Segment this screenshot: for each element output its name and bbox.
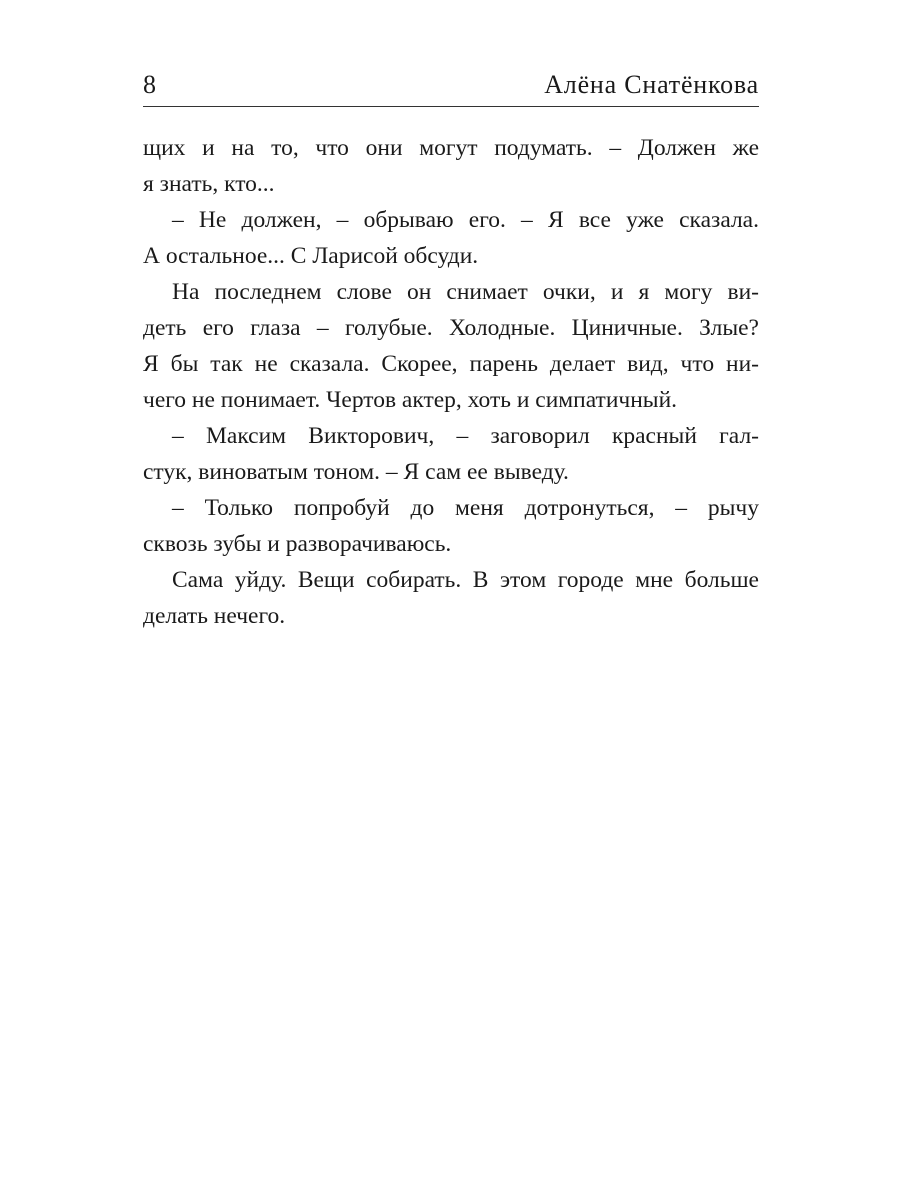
text-line: – Не должен, – обрываю его. – Я все уже сказала. <box>172 207 759 233</box>
page-number: 8 <box>143 70 156 99</box>
text-line: чего не понимает. Чертов актер, хоть и симпатичный. <box>143 387 678 413</box>
running-head <box>143 64 759 104</box>
text-line: А остальное... С Ларисой обсуди. <box>143 243 479 269</box>
text-line: делать нечего. <box>143 603 286 629</box>
text-line: я знать, кто... <box>143 171 275 197</box>
text-line: деть его глаза – голубые. Холодные. Циничные. Злые? <box>143 315 759 341</box>
text-line: стук, виноватым тоном. – Я сам ее выведу. <box>143 459 569 485</box>
text-line: Сама уйду. Вещи собирать. В этом городе мне больше <box>172 567 759 593</box>
text-line: На последнем слове он снимает очки, и я могу ви- <box>172 279 759 305</box>
body-text <box>143 130 759 634</box>
text-line: – Максим Викторович, – заговорил красный гал- <box>172 423 759 449</box>
header-divider <box>143 106 759 107</box>
text-line: сквозь зубы и разворачиваюсь. <box>143 531 452 557</box>
author-name: Алёна Снатёнкова <box>544 70 759 99</box>
text-line: – Только попробуй до меня дотронуться, – рычу <box>172 495 759 521</box>
text-line: Я бы так не сказала. Скорее, парень делает вид, что ни- <box>143 351 759 377</box>
text-line: щих и на то, что они могут подумать. – Должен же <box>143 135 759 161</box>
